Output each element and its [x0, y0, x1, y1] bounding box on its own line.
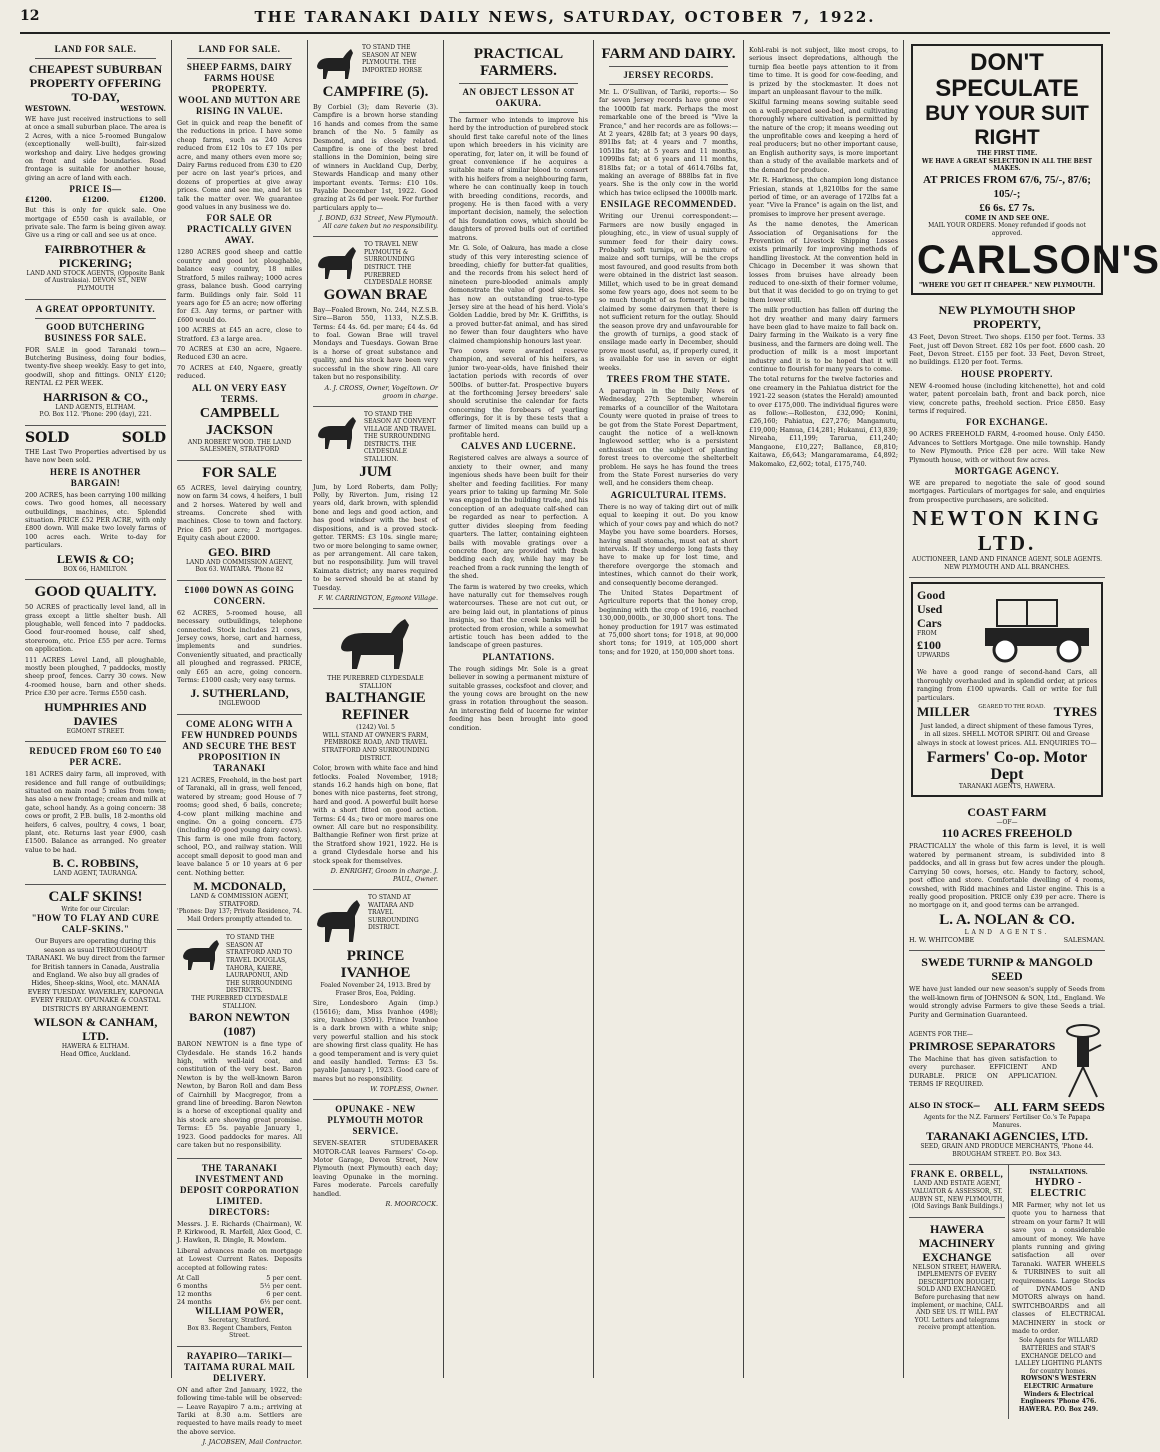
- directors-list: Messrs. J. E. Richards (Chairman), W. P. Kirkwood, R. Marfell, Alex Good, C. J. Hawken, R. Dingle, R. Mowlem.: [177, 1219, 302, 1245]
- ad-body: WE have just landed our new season's supply of Seeds from the well-known firm of JOHNSON & SON, Ltd., England. We would strongly advise Farmers to give these Seeds a trial. Purity and Germination Guaranteed.: [909, 985, 1105, 1019]
- column-4-article: [444, 40, 594, 1378]
- horse-illustration: [331, 615, 421, 673]
- article-paragraph: Writing our Urenui correspondent:— Farmers are now busily engaged in ploughing, etc., in view of usual supply of summer feed for their dairy cows. Probably soft turnips, or a mixture of maize and soft turnips, will be the crops most favoured, and good results from both were obtained in the district last season. Millet, which used to be in great demand some few years ago, does not seem to be so much thought of as formerly, it being claimed by some dairymen that there is not sufficient return for the outlay. Should the season prove dry and unfavourable for the growth of turnips, a good stack of ensilage made early in December, should prove most useful, as, if properly cured, it is available for use in seven or eight weeks.: [599, 212, 738, 372]
- cars-line: £100: [917, 638, 941, 653]
- ad-suburban-property: [25, 40, 166, 300]
- article-paragraph: The total returns for the twelve factories and one creamery in the Pahiatua district for the 1921-22 season (states the Herald) amounted to over £175,000. The individual figures were as follow:—Rolleston, £32,090; Konini, £26,160; Pahiatua, £27,276; Mangamutu, £19,000; Hamua, £14,281; Hukanui, £13,839; Nireaha, £11,199; Tararua, £11,240; Mangaone, £10,227; Ballance, £8,810; Kaitawa, £6,643; Mangaramarama, £4,892; Makomako, £2,602; total, £175,740.: [749, 375, 898, 468]
- article-paragraph: A paragraph in the Daily News of Wednesday, 27th September, wherein remarks of a councillor of the Waitotara County were quoted in praise of trees to be got from the State Forest Department, caught the notice of a well-known Inglewood settler, who is a persistent enthusiast on the subject of planting forest trees to overcome the shelterbelt problem. He says he has found the trees from the State Forest nurseries do very well, and he considers them cheap.: [599, 387, 738, 488]
- ad-come-in: COME IN AND SEE ONE.: [964, 214, 1050, 222]
- article-subheading: ENSILAGE RECOMMENDED.: [600, 199, 737, 210]
- car-illustration: [977, 588, 1097, 666]
- salesman-row: [909, 936, 1105, 944]
- rate-row: [177, 1298, 302, 1306]
- ad-title: COME ALONG WITH A FEW HUNDRED POUNDS AND SECURE THE BEST PROPOSITION IN TARANAKI: [181, 719, 298, 774]
- ad-body: FOR SALE in good Taranaki town—Butchering Business, doing four bodies, twenty-five sheep weekly. Easy to get into, goodwill, shop and fittings. ONLY £120; RENTAL £2 PER WEEK.: [25, 345, 166, 388]
- agent-name: J. SUTHERLAND,: [190, 686, 289, 701]
- column-3: [308, 40, 444, 1378]
- all-seeds: ALL FARM SEEDS: [994, 1100, 1105, 1114]
- ad-title: SWEDE TURNIP & MANGOLD SEED: [921, 955, 1093, 984]
- horse-illustration: [313, 413, 361, 453]
- cars-line: Used: [917, 602, 943, 617]
- ad-baron-newton: [177, 930, 302, 1158]
- section-heading: LAND FOR SALE.: [198, 44, 281, 54]
- salesman-label: SALESMAN.: [1063, 936, 1105, 945]
- article-paragraph: The rough sidings Mr. Sole is a great believer in sowing a permanent mixture of suitable grasses, cocksfoot and clover, and the young cows are brought on the new grass in rotation throughout the season. An interesting field of lucerne for winter feeding has been brought into good condition.: [449, 664, 588, 732]
- agent-address: INGLEWOOD: [218, 700, 261, 708]
- ad-prince-ivanhoe: [313, 890, 438, 1100]
- article-paragraph: The farmer who intends to improve his herd by the introduction of purebred stock should first take careful note of the lines upon which breeders in his vicinity are operating, for, later on, it will be found of great convenience if he acquires a suitable mate of similar blood to consort with his heifers from a neighbouring farm, where he can continually keep in touch with breeding conditions, records, and progeny. He is then faced with a very important decision, namely, the selection of his foundation cows, which should be daughters of proved bulls out of certified matrons.: [449, 116, 588, 242]
- ad-title: CALF SKINS!: [48, 888, 143, 905]
- ad-subheading: FOR EXCHANGE.: [965, 417, 1048, 428]
- tyres-tagline: GEARED TO THE ROAD.: [978, 704, 1046, 711]
- article-subtitle: AN OBJECT LESSON AT OAKURA.: [462, 87, 575, 108]
- ad-body: 121 ACRES, Freehold, in the best part of Taranaki, all in grass, well fenced, watered by stream; good House of 7 rooms; good shed, 6 bails, concrete; 4-cow plant milking machine and engine. On a going concern. £75 (including 40 good young dairy cows). This farm is one mile from factory, school, P.O., and railway station. Will accept small deposit to good man and leave balance 5 or 10 years at 6 per cent. Nothing better.: [177, 776, 302, 877]
- ad-heading: A GREAT OPPORTUNITY.: [35, 303, 156, 314]
- ad-body: 111 ACRES Level Land, all ploughable, mostly been ploughed, 7 paddocks, mostly sheep proof, fences. Carry 30 cows. New 4-roomed house, barn and other sheds. Price £30 per acre. Terms £550 cash.: [25, 655, 166, 698]
- ad-body: Jum, by Lord Roberts, dam Polly; Polly, by Riverton. Jum, rising 12 years old, dark brown, with splendid bone and legs and good action, and has good windsor with the best of dispositions, and is a proved stock-getter. TERMS: £3 10s. single mare; two or more belonging to same owner, as per arrangement. All care taken, but no responsibility. Jum will travel Kaimata district; any mares required to be served should be at stand by Tuesday.: [313, 482, 438, 592]
- ad-body: 43 Feet, Devon Street. Two shops. £150 per foot. Terms. 33 Feet, just off Devon Street. £82 10s per foot. £600 cash. 20 Feet, Devon Street. £155 per foot. 33 Feet, Devon Street, no buildings. £120 per foot. Terms.: [909, 333, 1105, 367]
- tyres-row: [917, 704, 1097, 720]
- price: £1200.: [139, 195, 166, 205]
- ad-body: Our Buyers are operating during this season as usual THROUGHOUT TARANAKI. We buy direct from the farmer for British tanners in Canada, Australia and England. We also buy all grades of Hides, Sheep-skins, Wool, etc. MANAIA EVERY TUESDAY. WAVERLEY, KAPONGA EVERY FRIDAY. OPUNAKE & COASTAL DISTRICTS BY ARRANGEMENT.: [26, 937, 165, 1013]
- sold-left: SOLD: [25, 429, 70, 446]
- ad-body: WE have just received instructions to sell at once a small suburban place. The area is 2 Acres, with a nice 5-roomed Bungalow (exceptionally well-built), fair-sized workshop and dairy. Live hedges growing on front and side boundaries. Road frontage is suitable for another house, giving an acre of land with each.: [25, 115, 166, 182]
- stallion-name: PRINCE IVANHOE: [340, 947, 411, 981]
- ad-body: 50 ACRES of practically level land, all in grass except a little shelter bush. All ploughable, well fenced into 7 paddocks. Good four-roomed house, calf shed, storeroom, etc. Price £55 per acre. Terms on application.: [25, 603, 166, 654]
- ad-hydro-electric: [1012, 1165, 1105, 1419]
- column-5-article: [594, 40, 744, 1378]
- ad-title: HYDRO - ELECTRIC: [1030, 1176, 1087, 1199]
- agent-name: FAIRBROTHER & PICKERING;: [44, 241, 147, 270]
- ad-body: Sire, Londesboro Again (imp.) (15616); dam, Miss Ivanhoe (498); sire, Ivanhoe (3591). Prince Ivanhoe is a dark brown with a white snip; very powerful stallion and his stock are showing first class quality. He has a good temperament and is very quiet and easily handled. Terms: £3 5s. payable January 1, 1923. Good care of mares but no responsibility.: [313, 999, 438, 1083]
- ad-subheading: HOUSE PROPERTY.: [961, 368, 1053, 379]
- westown-row: [25, 104, 166, 113]
- agent-contact: Box 63. WAITARA. 'Phone 82: [195, 566, 284, 574]
- column-1: [20, 40, 172, 1378]
- ad-title: REDUCED FROM £60 TO £40 PER ACRE.: [29, 746, 162, 768]
- ad-footer: ROWSON'S WESTERN ELECTRIC Armature Winders & Electrical Engineers 'Phone 476. HAWERA. P.O. Box 249.: [1018, 1375, 1099, 1413]
- stallion-name: GOWAN BRAE: [323, 286, 428, 303]
- ad-title: HERE IS ANOTHER BARGAIN!: [49, 466, 142, 488]
- deposits-text: Liberal advances made on mortgage at Lowest Current Rates. Deposits accepted at following rates:: [177, 1246, 302, 1272]
- agent-office: Head Office, Auckland.: [60, 1050, 131, 1058]
- ad-signature: R. MOORCOCK.: [385, 1200, 438, 1209]
- ad-body: WE are prepared to negotiate the sale of good sound mortgages. Particulars of mortgages for sale, and enquiries from prospective purchasers, are solicited.: [909, 479, 1105, 504]
- column-6-article: [744, 40, 904, 1378]
- stallion-caption: TO STAND THE SEASON AT NEW PLYMOUTH. THE IMPORTED HORSE: [362, 44, 423, 74]
- article-paragraph: As the name denotes, the American Association of Organisations for the Prevention of Livestock Shipping Losses exists primarily for improving methods of handling livestock. At the convention held in Chicago in December it was shown that losses from bruises have already been reduced to one-sixth of their former volume, but that it was decided to go on trying to get them lower still.: [749, 220, 898, 304]
- ad-footer: AUCTIONEER, LAND AND FINANCE AGENT, SOLE AGENTS. NEW PLYMOUTH AND ALL BRANCHES.: [912, 556, 1102, 571]
- agent-address: HAWERA & ELTHAM.: [61, 1043, 130, 1051]
- rate-term: 24 months: [177, 1297, 212, 1306]
- agent-address: LAND & COMMISSION AGENT, STRATFORD.: [190, 892, 289, 908]
- article-paragraph: Registered calves are always a source of anxiety to their owner, and many ingenious sheds have been built for their shelter and feeding facilities. For many years prior to taking up farming Mr. Sole was engaged in the building trade, and his conception of an adequate calf-shed can be regarded as near to perfection. A gutter divides sleeping from feeding quarters. The latter, containing eighteen bails with movable gratings over a concrete floor, are provided with fresh bedding each day, while hay may be reached from a rack running the length of the shed.: [449, 454, 588, 581]
- ad-body: 181 ACRES dairy farm, all improved, with residence and full range of outbuildings; situated on main road 5 miles from town; has also a new frontage; cream and milk at gate, school handy. As a going concern: 38 cows or profit, 2 P.B. bulls, 18 2-months old heifers, 6 calves, poultry, 4 cows, 1 boar, plant, etc. Returns last year £900, cash £1500. Balance as arranged. No greater value to be had.: [25, 770, 166, 854]
- stallion-intro: WILL STAND AT OWNER'S FARM, PEMBROKE ROAD, AND TRAVEL STRATFORD AND SURROUNDING DISTRICT.: [321, 731, 430, 762]
- horse-illustration: [177, 936, 223, 974]
- newton-king-logo: NEWTON KING LTD.: [912, 506, 1102, 556]
- agent-name: M. MCDONALD,: [193, 878, 286, 893]
- agent-name: CAMPBELL JACKSON: [199, 405, 280, 438]
- ad-title: SHEEP FARMS, DAIRY FARMS HOUSE PROPERTY.: [186, 62, 293, 94]
- stallion-meta: Foaled November 24, 1913. Bred by Fraser Bros, Eoa, Pelding.: [320, 981, 431, 997]
- ad-newton-king: [909, 299, 1105, 578]
- article-subheading: CALVES AND LUCERNE.: [461, 441, 576, 452]
- ad-body: By Corbiel (3); dam Reverie (3). Campfire is a brown horse standing 16 hands and comes from the same branch of the No. 5 family as Desmond, and is closely related. Campfire is one of the best bred stallions in the Dominion, being sire of winners in Auckland Cup, Derby, Stewards Handicap and many other important events. Terms: £10 10s. Payable December 1st, 1922. Good grazing at 2s 6d per week. For further particulars apply to—: [313, 103, 438, 212]
- article-paragraph: The milk production has fallen off during the hot dry weather and many dairy farmers have been glad to have maize to fall back on. Dairy farming in the Waikato is a very fine business, and the farmers are doing well. The production of milk is a most important industry and it is to be hoped that it will continue to flourish for many years to come.: [749, 306, 898, 374]
- ad-title: RAYAPIRO—TARIKI—TAITAMA RURAL MAIL DELIVERY.: [183, 1350, 296, 1383]
- ad-footer: "WHERE YOU GET IT CHEAPER." NEW PLYMOUTH.: [918, 281, 1096, 289]
- ad-campfire: [313, 40, 438, 237]
- stallion-caption: TO STAND THE SEASON AT STRATFORD AND TO TRAVEL DOUGLAS, TAHORA, KAIERE, LAURAPONUI, AND THE SURROUNDING DISTRICTS.: [226, 934, 293, 995]
- acres-line: 70 ACRES at £40, Ngaere, greatly reduced.: [177, 363, 302, 381]
- article-paragraph: Kohl-rabi is not subject, like most crops, to serious insect depredations, although the turnip flea beetle pays attention to it from time to time. It is good for cow-feeding, and is prized by the stockmaster. It does not impart an unpleasant flavour to the milk.: [749, 46, 898, 97]
- horse-illustration: [313, 46, 359, 82]
- article-paragraph: Two cows were awarded reserve champion, and several of his heifers, as junior two-year-olds, have finished their lactation periods with records of over 500lbs. of butter-fat. Prospective buyers at the forthcoming Jersey breeders' sale should scrutinise the calendar for facts concerning the forebears of yearling offerings, for it is by these tests that a farmer of limited means can build up a profitable herd.: [449, 346, 588, 440]
- price-label: PRICE IS—: [69, 184, 122, 195]
- cars-line: Good: [917, 588, 946, 603]
- ad-title: FOR SALE: [202, 464, 277, 481]
- sold-right: SOLD: [121, 429, 166, 446]
- agent-address: LAND AGENTS, ELTHAM.: [55, 403, 136, 411]
- ad-reduced: [25, 742, 166, 885]
- salesman-name: H. W. WHITCOMBE: [909, 936, 975, 945]
- ad-body: Just landed, a direct shipment of these famous Tyres, in all sizes. SHELL MOTOR SPIRIT. Oil and Grease always in stock at lowest prices. ALL ENQUIRIES TO—: [917, 722, 1097, 747]
- agent-address: BOX 66, HAMILTON.: [63, 565, 128, 573]
- agents-nz: Agents for the N.Z. Farmers' Fertiliser Co.'s Te Papapa Manures.: [923, 1113, 1091, 1129]
- ad-motor-service: [313, 1100, 438, 1214]
- ad-signature: J. BOND, 631 Street, New Plymouth. All care taken but no responsibility.: [319, 214, 438, 231]
- newspaper-title: THE TARANAKI DAILY NEWS, SATURDAY, OCTOBER 7, 1922.: [254, 8, 876, 26]
- ad-headline: DON'T SPECULATE: [935, 49, 1079, 102]
- stallion-sub: THE PUREBRED CLYDESDALE STALLION.: [191, 995, 288, 1010]
- article-title: PRACTICAL FARMERS.: [473, 46, 564, 79]
- masthead: [20, 6, 1110, 34]
- ad-body: NEW 4-roomed house (including kitchenette), hot and cold water, patent porcelain bath, front and back porch, nice view, concrete paths, freehold section. Price £850. Easy terms if required.: [909, 381, 1105, 415]
- ad-body: BARON NEWTON is a fine type of Clydesdale. He stands 16.2 hands high, with well-laid coat, and constitution of the very best. Baron Newton is by the well-known Baron Newton, by Baron Roll and dam Bess of Cairnhill by Macgregor, from a grand line of breeding. Baron Newton is a horse of exceptional quality and his stock are showing great promise. Terms: £5 5s. payable January 1, 1923. Good paddocks for mares. All care taken but no responsibility.: [177, 1040, 302, 1150]
- ad-prices: AT PRICES FROM 67/6, 75/-, 87/6; 105/-;: [923, 173, 1091, 200]
- agency-name: TARANAKI AGENCIES, LTD.: [925, 1129, 1089, 1144]
- article-paragraph: Mr. R. Harkness, the champion long distance Friesian, stands at 1,8210lbs for the same period of time, or an average of 172lbs fat a year. "Vive la France" is again on the list, and promises to improve her present average.: [749, 176, 898, 218]
- ad-range: WE HAVE A GREAT SELECTION IN ALL THE BEST MAKES.: [921, 157, 1093, 173]
- article-subheading: PLANTATIONS.: [482, 651, 555, 662]
- also-row: [909, 1101, 1105, 1114]
- easy-terms: ALL ON VERY EASY TERMS.: [192, 382, 287, 404]
- column-7: [904, 40, 1160, 1413]
- stallion-sub: (1242) Vol. 5: [356, 724, 395, 732]
- carlsons-logo: CARLSON'S: [917, 237, 1160, 282]
- ad-body: 65 ACRES, level dairying country, now on farm 34 cows, 4 heifers, 1 bull and 2 horses. Watered by well and streams. Concrete shed with machines. Close to town and factory. Price £85 per acre; 2 mortgages. Equity cash about £2000.: [177, 483, 302, 543]
- agent-name: HUMPHRIES AND DAVIES: [44, 699, 147, 728]
- article-paragraph: The United States Department of Agriculture reports that the honey crop, beginning with the crop of 1916, reached 130,000,000lb., or 30,000 short tons. The honey production for 1917 was estimated at 75,000 short tons; for 1918, at 90,000 short tons; for 1919, at 105,000 short tons; and for 1920, at 150,000 short tons.: [599, 588, 738, 656]
- rate-row: [177, 1274, 302, 1282]
- price: £1200.: [82, 195, 109, 205]
- ad-body: PRACTICALLY the whole of this farm is level, it is well watered by permanent stream, is subdivided into 8 paddocks, and all in grass but few acres under the plough. Carrying 50 cows, horses, etc. Handy to factory, school, post office and store. Comfortable dwelling of 4 rooms, cowshed, with Ridd machines and Lister engine. This is a really good proposition. PRICE only £39 per acre. There is no mortgage on it, and good terms can be arranged.: [909, 842, 1105, 910]
- article-paragraph: There is no way of taking dirt out of milk equal to keeping it out. Do you know which of your cows pay and which do not? Maybe you have some boarders. Horses, having small stomachs, must eat at short intervals. If they undergo long fasts they have to make up for lost time, and therefore overgorge the stomach and intestines, which cannot do their work, and consequently become deranged.: [599, 502, 738, 587]
- agent-name: B. C. ROBBINS,: [52, 856, 139, 871]
- ad-investment-corporation: [177, 1159, 302, 1347]
- article-paragraph: Mr. G. Sole, of Oakura, has made a close study of this very interesting science of breeding, chiefly for butter-fat qualities, and the records from his select herd of nineteen pure-blooded animals amply demonstrate the value of good sires. He has now an outstanding true-to-type Jersey sire at the head of his herd. Viola's Golden Laddie, bred by Mr. K. Griffiths, is a proved butter-fat animal, and has sired no fewer than four daughters who have claimed championship honours last year.: [449, 244, 588, 345]
- primrose-brand: PRIMROSE SEPARATORS: [909, 1038, 1056, 1053]
- ad-headline-2: BUY YOUR SUIT RIGHT: [925, 102, 1089, 149]
- ad-balthangie: [313, 609, 438, 890]
- ad-title: GOOD BUTCHERING BUSINESS FOR SALE.: [44, 321, 147, 343]
- agent-address: AND ROBERT WOOD. THE LAND SALESMEN, STRATFORD: [187, 438, 292, 454]
- ad-prices-2: £6 6s. £7 7s.: [979, 201, 1035, 214]
- article-paragraph: The farm is watered by two creeks, which have naturally cut for themselves rough watercourses. These are not cut out, or are being laid out, in plantations of pinus insignis, so that the creek banks will be protected from erosion, while a somewhat artistic touch has been added to the landscape of green pastures.: [449, 582, 588, 650]
- westown-left: WESTOWN.: [25, 104, 71, 113]
- ad-title: NEW PLYMOUTH SHOP PROPERTY,: [938, 303, 1076, 332]
- ad-title: £1000 DOWN AS GOING CONCERN.: [184, 584, 295, 606]
- ad-jum: [313, 407, 438, 609]
- sold-row: [25, 430, 166, 446]
- ad-title-2: 110 ACRES FREEHOLD: [941, 826, 1073, 841]
- price: £1200.: [25, 195, 52, 205]
- ad-sold: [25, 426, 166, 580]
- ad-title: CHEAPEST SUBURBAN PROPERTY OFFERING TO-DAY,: [28, 62, 163, 104]
- agent-address: LAND AND STOCK AGENTS, (Opposite Bank of Australasia). DEVON ST., NEW PLYMOUTH: [26, 269, 165, 293]
- ad-title: OPUNAKE - NEW PLYMOUTH MOTOR SERVICE.: [327, 1104, 424, 1137]
- coop-logo: Farmers' Co-op. Motor Dept: [926, 749, 1088, 784]
- agency-sub: SEED, GRAIN AND PRODUCE MERCHANTS, 'Phone 44. BROUGHAM STREET. P.O. Box 343.: [920, 1143, 1094, 1158]
- ad-mail-delivery: [177, 1347, 302, 1452]
- cars-line: FROM: [917, 630, 937, 638]
- ad-coast-farm: [909, 801, 1105, 951]
- article-subheading: AGRICULTURAL ITEMS.: [610, 489, 727, 500]
- horse-illustration: [313, 243, 361, 283]
- ad-agents: Sole Agents for WILLARD BATTERIES and STAR'S EXCHANGE DELCO and LALLEY LIGHTING PLANTS for country homes.: [1015, 1337, 1102, 1375]
- section-heading: LAND FOR SALE.: [54, 44, 137, 54]
- article-paragraph: Skilful farming means sowing suitable seed on a well-prepared seed-bed, and cultivating thoroughly where cultivation is permitted by the nature of the crop; it means weeding out the unprofitable cows and keeping a herd of real producers; but no other important cause, an English authority says, is more important than a study of the available markets and of the demand for produce.: [749, 98, 898, 174]
- ad-body: SEVEN-SEATER STUDEBAKER MOTOR-CAR leaves Farmers' Co-op. Motor Garage, Devon Street, New Plymouth (next Plymouth) each day; leaving Opunake in the morning. Fares moderate. Parcels carefully handled.: [313, 1139, 438, 1198]
- agent-name: HARRISON & CO.,: [43, 389, 148, 404]
- ad-title: HAWERA MACHINERY EXCHANGE: [918, 1221, 996, 1264]
- agent-contact: 'Phones: Day 137; Private Residence, 74. Mail Orders promptly attended to.: [177, 908, 302, 923]
- ad-body: Get in quick and reap the benefit of the reductions in price. I have some cheap farms, such as 240 Acres reduced from £12 10s to £7 10s per acre, and many others even more so; Dairy Farms reduced from £30 to £20 per acre on last year's prices, and dozens of properties at give away prices. Come and see me, and let us talk the matter over. We guarantee good values in any business we do.: [177, 119, 302, 212]
- secretary-name: WILLIAM POWER,: [195, 1305, 284, 1316]
- agent-address: EGMONT STREET.: [66, 727, 125, 735]
- ad-body: We have a good range of second-hand Cars, all thoroughly overhauled and in splendid order, at prices ranging from £100 upwards. Call or write for full particulars.: [917, 668, 1097, 702]
- ad-good-quality: [25, 580, 166, 742]
- ad-taranaki-agencies: [909, 951, 1105, 1165]
- stallion-name: JUM: [359, 463, 392, 480]
- ad-body: But this is only for quick sale. One mortgage of £550 cash is available, or private sale. The farm is being given away. Give us a ring or call and see us at once.: [25, 206, 166, 240]
- tyres-brand: TYRES: [1053, 704, 1097, 720]
- rate-value: 6½ per cent.: [259, 1297, 302, 1306]
- acres-line: 70 ACRES at £30 an acre, Ngaere. Reduced £30 an acre.: [177, 344, 302, 362]
- agents-for: AGENTS FOR THE—: [909, 1031, 973, 1039]
- secretary-sub: Secretary, Stratford.: [208, 1316, 271, 1324]
- ad-signature: W. TOPLESS, Owner.: [370, 1085, 438, 1094]
- ad-calf-skins: [25, 885, 166, 1064]
- agent-name: L. A. NOLAN & CO.: [939, 911, 1075, 928]
- ad-for-sale: [177, 461, 302, 581]
- agent-address: LAND AND COMMISSION AGENT,: [185, 558, 294, 566]
- ad-subtitle: WOOL AND MUTTON ARE RISING IN VALUE.: [178, 95, 301, 116]
- box-line: Box 83. Regent Chambers, Fenton Street.: [187, 1324, 292, 1340]
- stallion-caption: THE PUREBRED CLYDESDALE STALLION: [327, 674, 424, 690]
- primrose-body: The Machine that has given satisfaction to every purchaser. EFFICIENT AND DURABLE. PRICE ON APPLICATION. TERMS IF REQUIRED.: [909, 1054, 1057, 1089]
- agent-sub: LAND AGENTS.: [964, 928, 1050, 936]
- column-2: [172, 40, 308, 1447]
- ad-body: ON and after 2nd January, 1922, the following time-table will be observed:— Leave Rayapiro 7 a.m.; arriving at Tariki at 8.30 a.m. Settlers are requested to have mails ready to meet the above service.: [177, 1385, 302, 1436]
- ad-signature: F. W. CARRINGTON, Egmont Village.: [318, 593, 438, 602]
- ad-title: GOOD QUALITY.: [34, 584, 157, 601]
- price-row: [25, 195, 166, 204]
- ad-best-proposition: [177, 715, 302, 930]
- ad-hawera-machinery: [909, 1218, 1005, 1338]
- ad-body: 200 ACRES, has been carrying 100 milking cows. Two good homes, all necessary outbuildings, machines, etc. Splendid situation. PRICE £52 PER ACRE, with only £800 down. Will make two lovely farms of 100 acres each. Write to-day for particulars.: [25, 490, 166, 550]
- ad-title: THE TARANAKI INVESTMENT AND DEPOSIT CORPORATION LIMITED.: [180, 1162, 299, 1206]
- ad-body: THE Last Two Properties advertised by us have now been sold.: [25, 447, 166, 465]
- ad-body: 62 ACRES, 5-roomed house, all necessary outbuildings, telephone connected. Stock includes 21 cows, Jersey cows, horse, cart and harness, implements and sundries. Conveniently situated, and practically all ploughed and regrassed. PRICE, only £65 an acre, going concern. Terms: £1000 cash; very easy terms.: [177, 608, 302, 685]
- rate-term: At Call: [177, 1273, 200, 1282]
- ad-body: 1280 ACRES good sheep and cattle country and good lot ploughable, balance easy country, 18 miles Stratford, 5 miles railway; 1000 acres grass, balance bush. Good carrying farm. Buildings only fair. Sold 11 years ago for £5 an acre; now offering for £3. Any terms, or partner with £600 would do.: [177, 248, 302, 324]
- ad-signature: A. J. CROSS, Owner, Vogeltown. Or groom in charge.: [324, 383, 438, 400]
- article-subheading: TREES FROM THE STATE.: [606, 374, 731, 384]
- stallion-name: CAMPFIRE (5).: [322, 84, 429, 100]
- ad-signature: J. JACOBSEN, Mail Contractor.: [202, 1438, 302, 1447]
- ad-intro: Write for our Circular:: [61, 905, 130, 913]
- ad-body: Color, brown with white face and hind fetlocks. Foaled November, 1918; stands 16.2 hands high on bone, flat bones with nice pasterns, feet strong, hard and good. A powerful built horse with a short fitted on good action. Terms: £4 4s.; two or more mares one owner. All care but no responsibility. Balthangie Refiner won first prize at the Stratford show 1921, 1922. He is a grand Clydesdale horse and his stock speak for themselves.: [313, 764, 438, 865]
- stallion-caption: TO STAND THE SEASON AT CONVENT VILLAGE AND TRAVEL THE SURROUNDING DISTRICTS. THE CLYDESDALE STALLION.: [364, 410, 436, 464]
- agent-contact: P.O. Box 112. 'Phone: 290 (day), 221.: [39, 411, 152, 419]
- stallion-caption: TO STAND AT WAITARA AND TRAVEL SURROUNDING DISTRICT.: [368, 893, 419, 932]
- ad-carlsons: [911, 44, 1160, 295]
- ad-title: FOR SALE OR PRACTICALLY GIVEN AWAY.: [186, 213, 293, 246]
- article-subtitle: JERSEY RECORDS.: [623, 70, 714, 80]
- horse-illustration: [313, 896, 365, 946]
- directors-heading: DIRECTORS:: [208, 1206, 271, 1217]
- ad-tagline: THE FIRST TIME.: [976, 150, 1038, 157]
- ad-title: COAST FARM: [967, 804, 1047, 819]
- ad-mail: MAIL YOUR ORDERS. Money refunded if goods not approved.: [928, 222, 1086, 237]
- ad-subheading: MORTGAGE AGENCY.: [954, 466, 1060, 477]
- cars-line: Cars: [917, 616, 942, 631]
- rate-row: [177, 1282, 302, 1290]
- agent-sub: LAND AND ESTATE AGENT, VALUATOR & ASSESSOR, ST. AUBYN ST., NEW PLYMOUTH, (Old Savings Bank Buildings.): [909, 1180, 1005, 1211]
- stallion-name: BALTHANGIE REFINER: [325, 690, 426, 724]
- ad-subtitle: "HOW TO FLAY AND CURE CALF-SKINS.": [31, 913, 160, 935]
- agent-name: GEO. BIRD: [208, 544, 271, 559]
- rate-value: 6 per cent.: [266, 1289, 302, 1298]
- article-paragraph: Mr. L. O'Sullivan, of Tariki, reports:— So far seven Jersey records have gone over the 1000lb fat mark. Perhaps the most remarkable one of the breed is "Vive la France," and her records are as follows:—At 2 years, 428lb fat; at 3 years 90 days, 891lbs fat; at 4 years and 7 months, 1051lbs fat; at 5 years and 11 months, 1099lbs fat; at 6 years and 11 months, 818lbs fat; or a total of 4614.76lbs fat, making an average of 888lbs fat in five years. She is the only cow in the world which has twice eclipsed the 1000lb mark.: [599, 88, 738, 197]
- ad-body: MR Farmer, why not let us quote you to harness that stream on your farm? It will save you a considerable amount of money. We have plants running and giving satisfaction all over Taranaki. WATER WHEELS & TURBINES to suit all requirements. Large Stocks of DYNAMOS AND MOTORS always on hand. SWITCHBOARDS and all classes of ELECTRICAL MACHINERY in stock or made to order.: [1012, 1200, 1105, 1335]
- rate-term: 6 months: [177, 1281, 208, 1290]
- agent-address: LAND AGENT, TAURANGA.: [53, 870, 138, 878]
- article-title: FARM AND DAIRY.: [601, 46, 736, 62]
- separator-illustration: [1061, 1021, 1105, 1101]
- ad-signature: D. ENRIGHT, Groom in charge. J. PAUL, Owner.: [330, 866, 438, 883]
- ad-sheep-farms: [177, 40, 302, 461]
- ad-of: —OF—: [996, 818, 1018, 826]
- ad-footer: TARANAKI AGENTS, HAWERA.: [958, 783, 1056, 791]
- westown-right: WESTOWN.: [120, 104, 166, 113]
- ad-gowan-brae: [313, 237, 438, 406]
- ad-body: Bay—Foaled Brown, No. 244, N.Z.S.B. Sire—Baron 550, 1133, N.Z.S.B. Terms: £4 4s. 6d. per mare; £4 4s. 6d to foal. Gowan Brae will travel Mondays and Tuesdays. Gowan Brae is a horse of great substance and quality, and his stock have been very successful in the show ring. All care taken but no responsibility.: [313, 305, 438, 382]
- ad-going-concern: [177, 581, 302, 715]
- rate-row: [177, 1290, 302, 1298]
- ad-body: 90 ACRES FREEHOLD FARM, 4-roomed house. Only £450. Advances to Settlers Mortgage. One mile township. Handy to New Plymouth. Price £28 per acre. Will take New Plymouth house, with or without few acres.: [909, 430, 1105, 464]
- ad-label: INSTALLATIONS.: [1029, 1169, 1088, 1177]
- ad-butchering: [25, 300, 166, 426]
- rate-term: 12 months: [177, 1289, 212, 1298]
- agent-name: WILSON & CANHAM, LTD.: [33, 1015, 158, 1044]
- miller-brand: MILLER: [917, 704, 970, 720]
- agent-name: LEWIS & CO;: [56, 551, 135, 566]
- ad-orbell: [909, 1165, 1005, 1217]
- cars-line: UPWARDS: [917, 652, 950, 660]
- acres-line: 100 ACRES at £45 an acre, close to Stratford. £3 a large area.: [177, 326, 302, 343]
- also-label: ALSO IN STOCK—: [909, 1100, 981, 1110]
- stallion-caption: TO TRAVEL NEW PLYMOUTH & SURROUNDING DISTRICT. THE PUREBRED CLYDESDALE HORSE: [364, 241, 433, 287]
- ad-used-cars: [911, 582, 1103, 796]
- rate-value: 5½ per cent.: [259, 1281, 302, 1290]
- stallion-name: BARON NEWTON (1087): [189, 1010, 290, 1039]
- ad-body: NELSON STREET, HAWERA. IMPLEMENTS OF EVERY DESCRIPTION BOUGHT, SOLD AND EXCHANGED. Before purchasing that new implement, or machine, CALL AND SEE US. IT WILL PAY YOU. Letters and telegrams receive prompt attention.: [911, 1263, 1003, 1332]
- page-number: 12: [20, 8, 40, 24]
- rate-value: 5 per cent.: [266, 1273, 302, 1282]
- agent-name: FRANK E. ORBELL,: [910, 1169, 1004, 1180]
